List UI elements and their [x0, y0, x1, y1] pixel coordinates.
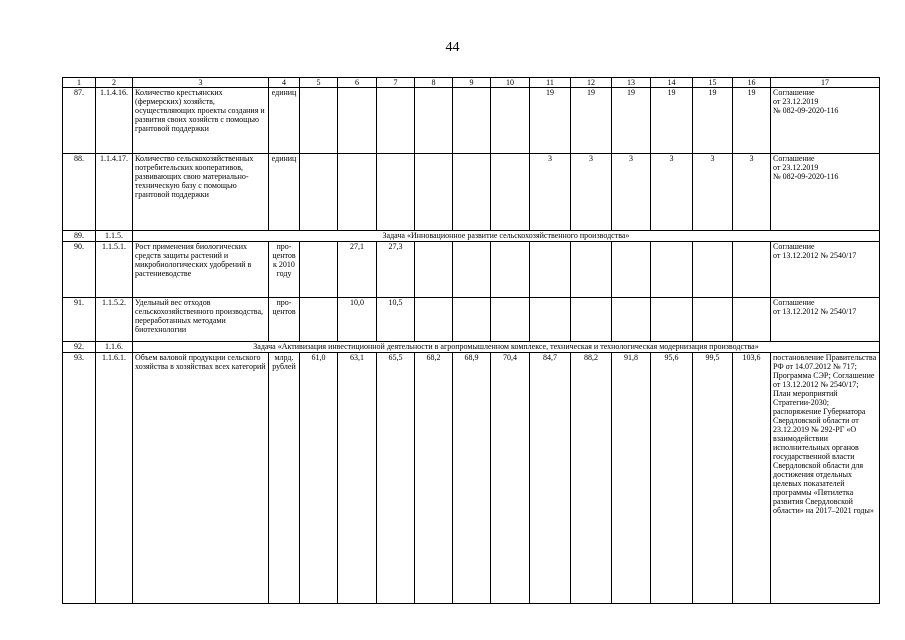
- column-header: 1: [63, 78, 96, 88]
- value-cell: [733, 242, 771, 298]
- column-header: 11: [530, 78, 571, 88]
- column-header: 2: [96, 78, 133, 88]
- value-cell: [530, 242, 571, 298]
- value-cell: [300, 154, 338, 231]
- value-cell: [338, 154, 377, 231]
- value-cell: 19: [693, 88, 733, 154]
- row-code: 1.1.6.: [96, 342, 133, 353]
- column-header: 13: [612, 78, 651, 88]
- row-code: 1.1.5.1.: [96, 242, 133, 298]
- unit-cell: про- центов к 2010 году: [269, 242, 300, 298]
- value-cell: 3: [571, 154, 612, 231]
- value-cell: [491, 242, 530, 298]
- value-cell: 61,0: [300, 353, 338, 604]
- value-cell: 70,4: [491, 353, 530, 604]
- unit-cell: единиц: [269, 154, 300, 231]
- row-number: 93.: [63, 353, 96, 604]
- value-cell: [693, 242, 733, 298]
- value-cell: 88,2: [571, 353, 612, 604]
- column-header: 17: [771, 78, 880, 88]
- row-number: 88.: [63, 154, 96, 231]
- value-cell: [491, 298, 530, 342]
- row-number: 87.: [63, 88, 96, 154]
- header-row: [63, 78, 880, 88]
- value-cell: [453, 298, 491, 342]
- value-cell: [733, 298, 771, 342]
- value-cell: 3: [733, 154, 771, 231]
- task-title: Задача «Инновационное развитие сельскохозяйственного производства»: [133, 231, 880, 242]
- value-cell: [693, 298, 733, 342]
- column-header: 8: [415, 78, 453, 88]
- table-row: [63, 353, 880, 604]
- row-number: 89.: [63, 231, 96, 242]
- value-cell: [300, 242, 338, 298]
- table-row: [63, 88, 880, 154]
- value-cell: [612, 298, 651, 342]
- value-cell: [377, 154, 415, 231]
- table-row: [63, 154, 880, 231]
- value-cell: [453, 242, 491, 298]
- value-cell: [571, 242, 612, 298]
- value-cell: 63,1: [338, 353, 377, 604]
- column-header: 12: [571, 78, 612, 88]
- column-header: 7: [377, 78, 415, 88]
- value-cell: 19: [651, 88, 693, 154]
- column-header: 5: [300, 78, 338, 88]
- value-cell: 103,6: [733, 353, 771, 604]
- source-cell: Соглашение от 13.12.2012 № 2540/17: [771, 242, 880, 298]
- row-code: 1.1.4.16.: [96, 88, 133, 154]
- value-cell: [651, 298, 693, 342]
- table-row: [63, 242, 880, 298]
- value-cell: 3: [693, 154, 733, 231]
- indicator-name: Удельный вес отходов сельскохозяйственного производства, переработанных методами биотехнологии: [133, 298, 269, 342]
- unit-cell: млрд. рублей: [269, 353, 300, 604]
- value-cell: [300, 298, 338, 342]
- row-number: 92.: [63, 342, 96, 353]
- value-cell: [612, 242, 651, 298]
- unit-cell: про- центов: [269, 298, 300, 342]
- value-cell: 65,5: [377, 353, 415, 604]
- value-cell: 84,7: [530, 353, 571, 604]
- value-cell: [571, 298, 612, 342]
- task-row: [63, 231, 880, 242]
- value-cell: [415, 88, 453, 154]
- row-code: 1.1.5.2.: [96, 298, 133, 342]
- column-header: 14: [651, 78, 693, 88]
- indicators-table: [62, 77, 880, 604]
- value-cell: [415, 298, 453, 342]
- column-header: 16: [733, 78, 771, 88]
- column-header: 4: [269, 78, 300, 88]
- value-cell: 19: [733, 88, 771, 154]
- column-header: 15: [693, 78, 733, 88]
- column-header: 6: [338, 78, 377, 88]
- value-cell: [338, 88, 377, 154]
- value-cell: 99,5: [693, 353, 733, 604]
- value-cell: 10,0: [338, 298, 377, 342]
- value-cell: [491, 88, 530, 154]
- row-code: 1.1.5.: [96, 231, 133, 242]
- row-code: 1.1.4.17.: [96, 154, 133, 231]
- indicator-name: Количество сельскохозяйственных потребительских кооперативов, развивающих свою материально-техническую базу с помощью грантовой поддержки: [133, 154, 269, 231]
- value-cell: 95,6: [651, 353, 693, 604]
- column-header: 9: [453, 78, 491, 88]
- column-header: 10: [491, 78, 530, 88]
- value-cell: 68,9: [453, 353, 491, 604]
- value-cell: 19: [530, 88, 571, 154]
- value-cell: [453, 154, 491, 231]
- value-cell: 68,2: [415, 353, 453, 604]
- indicator-name: Рост применения биологических средств защиты растений и микробиологических удобрений в растениеводстве: [133, 242, 269, 298]
- value-cell: [453, 88, 491, 154]
- indicator-name: Объем валовой продукции сельского хозяйства в хозяйствах всех категорий: [133, 353, 269, 604]
- value-cell: [415, 242, 453, 298]
- value-cell: [530, 298, 571, 342]
- value-cell: [651, 242, 693, 298]
- task-title: Задача «Активизация инвестиционной деятельности в агропромышленном комплексе, техническая и технологическая модернизация производства»: [133, 342, 880, 353]
- value-cell: 3: [612, 154, 651, 231]
- value-cell: 3: [530, 154, 571, 231]
- task-row: [63, 342, 880, 353]
- value-cell: [377, 88, 415, 154]
- table-row: [63, 298, 880, 342]
- value-cell: 19: [571, 88, 612, 154]
- row-number: 91.: [63, 298, 96, 342]
- value-cell: 10,5: [377, 298, 415, 342]
- unit-cell: единиц: [269, 88, 300, 154]
- source-cell: Соглашение от 23.12.2019 № 082-09-2020-116: [771, 154, 880, 231]
- column-header: 3: [133, 78, 269, 88]
- value-cell: 27,1: [338, 242, 377, 298]
- indicator-name: Количество крестьянских (фермерских) хозяйств, осуществляющих проекты создания и развития своих хозяйств с помощью грантовой поддержки: [133, 88, 269, 154]
- value-cell: [491, 154, 530, 231]
- value-cell: [415, 154, 453, 231]
- value-cell: 19: [612, 88, 651, 154]
- row-number: 90.: [63, 242, 96, 298]
- row-code: 1.1.6.1.: [96, 353, 133, 604]
- value-cell: 27,3: [377, 242, 415, 298]
- page-number: 44: [445, 40, 460, 55]
- value-cell: [300, 88, 338, 154]
- source-cell: Соглашение от 13.12.2012 № 2540/17: [771, 298, 880, 342]
- value-cell: 3: [651, 154, 693, 231]
- value-cell: 91,8: [612, 353, 651, 604]
- source-cell: постановление Правительства РФ от 14.07.2012 № 717; Программа СЭР; Соглашение от 13.12.2012 № 2540/17; План мероприятий Стратегии-2030; распоряжение Губернатора Свердловской области от 23.12.2019 № 292-РГ «О взаимодействии исполнительных органов государственной власти Свердловской области для достижения отдельных целевых показателей программы «Пятилетка развития Свердловской области» на 2017–2021 годы»: [771, 353, 880, 604]
- source-cell: Соглашение от 23.12.2019 № 082-09-2020-116: [771, 88, 880, 154]
